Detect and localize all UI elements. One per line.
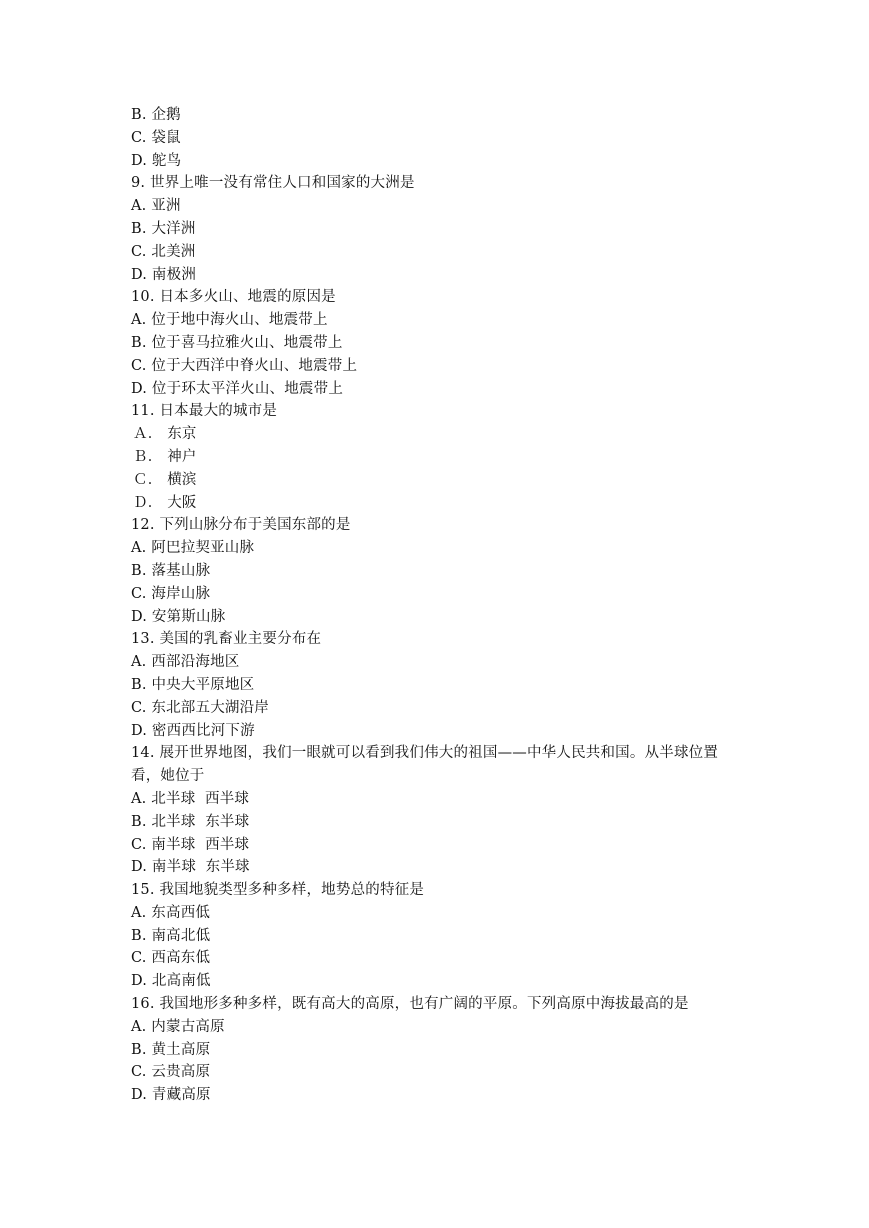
- option-c-q10: C. 位于大西洋中脊火山、地震带上: [131, 357, 358, 374]
- option-a-q16: A. 内蒙古高原: [131, 1018, 225, 1035]
- option-b-q13: B. 中央大平原地区: [131, 676, 255, 693]
- question-9: 9. 世界上唯一没有常住人口和国家的大洲是: [131, 175, 415, 192]
- option-c-q16: C. 云贵高原: [131, 1064, 211, 1081]
- question-14: 14. 展开世界地图，我们一眼就可以看到我们伟大的祖国——中华人民共和国。从半球位置: [131, 745, 719, 762]
- option-d-q12: D. 安第斯山脉: [131, 608, 226, 625]
- option-a-q14: A. 北半球 西半球: [131, 790, 250, 807]
- option-d-q16: D. 青藏高原: [131, 1087, 211, 1104]
- question-16: 16. 我国地形多种多样，既有高大的高原，也有广阔的平原。下列高原中海拔最高的是: [131, 996, 689, 1013]
- option-b-q9: B. 大洋洲: [131, 220, 196, 237]
- option-b-q12: B. 落基山脉: [131, 562, 211, 579]
- question-12: 12. 下列山脉分布于美国东部的是: [131, 517, 351, 534]
- option-b-q15: B. 南高北低: [131, 927, 211, 944]
- option-d-q13: D. 密西西比河下游: [131, 722, 255, 739]
- option-d-q11: Ｄ． 大阪: [133, 494, 197, 511]
- option-c-q8: C. 袋鼠: [131, 129, 181, 146]
- option-d-q10: D. 位于环太平洋火山、地震带上: [131, 380, 344, 397]
- option-c-q15: C. 西高东低: [131, 950, 211, 967]
- option-a-q9: A. 亚洲: [131, 198, 181, 215]
- option-b-q11: Ｂ． 神户: [133, 448, 197, 465]
- option-c-q9: C. 北美洲: [131, 243, 196, 260]
- option-d-q14: D. 南半球 东半球: [131, 859, 250, 876]
- option-d-q8: D. 鸵鸟: [131, 152, 182, 169]
- option-c-q11: Ｃ． 横滨: [133, 471, 197, 488]
- option-d-q15: D. 北高南低: [131, 973, 211, 990]
- question-15: 15. 我国地貌类型多种多样，地势总的特征是: [131, 882, 425, 899]
- option-b-q16: B. 黄土高原: [131, 1041, 211, 1058]
- question-13: 13. 美国的乳畜业主要分布在: [131, 631, 322, 648]
- option-c-q12: C. 海岸山脉: [131, 585, 211, 602]
- option-b-q14: B. 北半球 东半球: [131, 813, 250, 830]
- question-10: 10. 日本多火山、地震的原因是: [131, 289, 336, 306]
- option-a-q15: A. 东高西低: [131, 904, 211, 921]
- question-11: 11. 日本最大的城市是: [131, 403, 278, 420]
- option-a-q10: A. 位于地中海火山、地震带上: [131, 312, 328, 329]
- question-list: [131, 104, 751, 1107]
- option-a-q13: A. 西部沿海地区: [131, 654, 240, 671]
- option-a-q12: A. 阿巴拉契亚山脉: [131, 540, 255, 557]
- question-14-continued: 看，她位于: [131, 768, 205, 785]
- option-a-q11: Ａ． 东京: [133, 426, 197, 443]
- option-b-q10: B. 位于喜马拉雅火山、地震带上: [131, 334, 343, 351]
- option-c-q13: C. 东北部五大湖沿岸: [131, 699, 269, 716]
- option-b-q8: B. 企鹅: [131, 107, 181, 123]
- option-d-q9: D. 南极洲: [131, 266, 197, 283]
- option-c-q14: C. 南半球 西半球: [131, 836, 250, 853]
